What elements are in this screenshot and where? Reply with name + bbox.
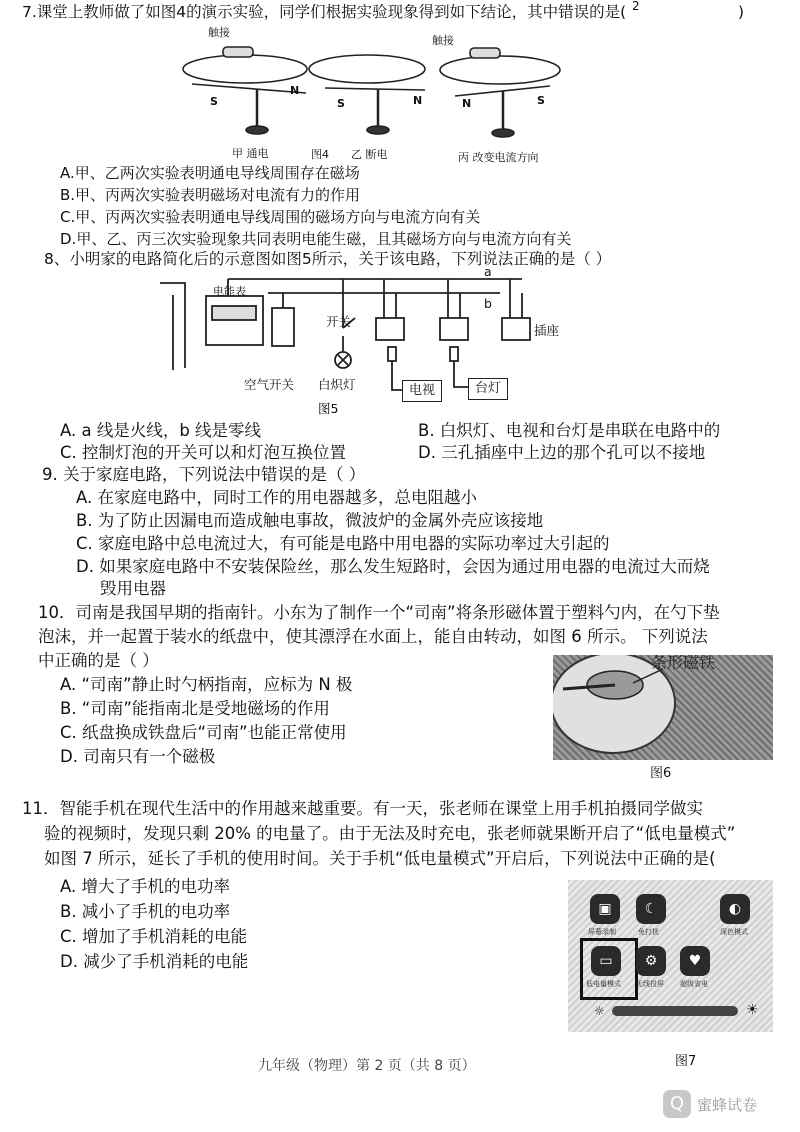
q8-option-a: A. a 线是火线，b 线是零线 [60, 421, 262, 440]
q9-option-c: C. 家庭电路中总电流过大，有可能是电路中用电器的实际功率过大引起的 [76, 534, 610, 553]
socket-3 [502, 318, 530, 340]
q7-option-b: B.甲、丙两次实验表明磁场对电流有力的作用 [60, 186, 361, 204]
bar-magnet-label: 条形磁铁 [651, 655, 716, 672]
brightness-low-icon: ☼ [594, 1004, 605, 1018]
q11-option-b: B. 减小了手机的电功率 [60, 902, 231, 921]
q10-option-b: B. “司南”能指南北是受地磁场的作用 [60, 699, 330, 718]
meter-label: 电能表 [213, 285, 246, 298]
watermark [663, 1089, 757, 1119]
q8-option-b: B. 白炽灯、电视和台灯是串联在电路中的 [418, 421, 721, 440]
tile-label-saver: 超级省电 [680, 980, 708, 988]
figure-7-phone-screenshot [568, 880, 773, 1032]
q9-option-d-cont: 毁用电器 [100, 579, 166, 598]
figure-4-caption: 图4 [311, 148, 329, 161]
q11-stem-1: 11．智能手机在现代生活中的作用越来越重要。有一天，张老师在课堂上用手机拍摄同学做实 [22, 799, 703, 818]
figure-5-caption: 图5 [318, 401, 339, 416]
header-mark: 2 [632, 0, 640, 13]
touch-label-right: 触接 [432, 34, 454, 47]
desk-lamp-cord [454, 361, 468, 387]
socket-label: 插座 [534, 323, 560, 338]
caption-yi: 乙 断电 [351, 148, 388, 161]
q9-option-d: D. 如果家庭电路中不安装保险丝，那么发生短路时，会因为通过用电器的电流过大而烧 [76, 557, 710, 576]
pole-s-bing: S [537, 94, 545, 107]
pole-n-yi: N [413, 94, 423, 107]
q11-option-c: C. 增加了手机消耗的电能 [60, 927, 248, 946]
socket-2 [440, 318, 468, 340]
q8-option-d: D. 三孔插座中上边的那个孔可以不接地 [418, 443, 706, 462]
figure-7-caption: 图7 [675, 1054, 697, 1069]
q10-stem-2: 泡沫，并一起置于装水的纸盘中，使其漂浮在水面上，能自由转动，如图 6 所示。 下列说法 [38, 627, 708, 646]
q7-option-c: C.甲、丙两次实验表明通电导线周围的磁场方向与电流方向有关 [60, 208, 481, 226]
wireless-projection-icon: ⚙ [636, 946, 666, 976]
figure-6-caption: 图6 [650, 766, 672, 781]
q10-option-d: D. 司南只有一个磁极 [60, 747, 216, 766]
air-switch [272, 308, 294, 346]
q9-stem: 9. 关于家庭电路，下列说法中错误的是（ ） [42, 465, 366, 484]
pole-s-jia: S [210, 95, 218, 108]
q10-option-c: C. 纸盘换成铁盘后“司南”也能正常使用 [60, 723, 347, 742]
pole-n-bing: N [462, 97, 472, 110]
q8-option-c: C. 控制灯泡的开关可以和灯泡互换位置 [60, 443, 347, 462]
screen-record-icon: ▣ [590, 894, 620, 924]
q9-option-b: B. 为了防止因漏电而造成触电事故，微波炉的金属外壳应该接地 [76, 511, 544, 530]
q7-stem-paren: ) [738, 3, 745, 21]
low-power-icon: ▭ [591, 946, 621, 976]
tile-label-projection: 无线投屏 [636, 980, 664, 988]
plug-desk-lamp [450, 347, 458, 361]
caption-jia: 甲 通电 [232, 147, 269, 160]
label-b: b [484, 296, 492, 311]
q7-option-a: A.甲、乙两次实验表明通电导线周围存在磁场 [60, 164, 360, 182]
q9-option-a: A. 在家庭电路中，同时工作的用电器越多，总电阻越小 [76, 488, 477, 507]
switch-label: 开关 [326, 314, 352, 329]
figure-6-photo [553, 655, 773, 760]
dark-mode-icon: ◐ [720, 894, 750, 924]
watermark-text: 蜜蜂试卷 [697, 1095, 758, 1114]
brightness-high-icon: ☀ [746, 1002, 759, 1018]
q11-option-a: A. 增大了手机的电功率 [60, 877, 230, 896]
tile-label-dark-mode: 深色模式 [720, 928, 748, 936]
tile-label-screen-record: 屏幕录制 [588, 928, 616, 936]
do-not-disturb-icon: ☾ [636, 894, 666, 924]
q11-stem-2: 验的视频时，发现只剩 20% 的电量了。由于无法及时充电，张老师就果断开启了“低电量模式” [44, 824, 736, 843]
socket-1 [376, 318, 404, 340]
tile-label-low-power: 低电量模式 [586, 980, 621, 988]
brightness-slider [612, 1006, 738, 1016]
super-saver-icon: ♥ [680, 946, 710, 976]
pole-s-yi: S [337, 97, 345, 110]
breaker-label: 空气开关 [244, 377, 295, 392]
q7-stem: 7.课堂上教师做了如图4的演示实验，同学们根据实验现象得到如下结论，其中错误的是( [22, 3, 627, 21]
tv-cord [392, 361, 402, 390]
label-a: a [484, 264, 492, 279]
tile-label-dnd: 免打扰 [638, 928, 659, 936]
q10-stem-3: 中正确的是（ ） [38, 651, 159, 670]
caption-bing: 丙 改变电流方向 [458, 151, 539, 164]
touch-label-left: 触接 [208, 26, 230, 39]
desk-lamp-box: 台灯 [468, 378, 508, 400]
tv-box: 电视 [402, 380, 442, 402]
q10-stem-1: 10．司南是我国早期的指南针。小东为了制作一个“司南”将条形磁体置于塑料勺内，在勺下垫 [38, 603, 720, 622]
q11-stem-3: 如图 7 所示，延长了手机的使用时间。关于手机“低电量模式”开启后，下列说法中正确的是( [44, 849, 716, 868]
pole-n-jia: N [290, 84, 300, 97]
q11-option-d: D. 减少了手机消耗的电能 [60, 952, 249, 971]
lamp-label: 白炽灯 [318, 377, 356, 392]
plug-tv [388, 347, 396, 361]
watermark-logo-icon: Q [663, 1090, 691, 1118]
q10-option-a: A. “司南”静止时勺柄指南，应标为 N 极 [60, 675, 353, 694]
q8-stem: 8、小明家的电路简化后的示意图如图5所示，关于该电路，下列说法正确的是（ ） [44, 250, 612, 268]
page-footer: 九年级（物理）第 2 页（共 8 页） [258, 1058, 476, 1074]
q7-option-d: D.甲、乙、丙三次实验现象共同表明电能生磁，且其磁场方向与电流方向有关 [60, 230, 572, 248]
